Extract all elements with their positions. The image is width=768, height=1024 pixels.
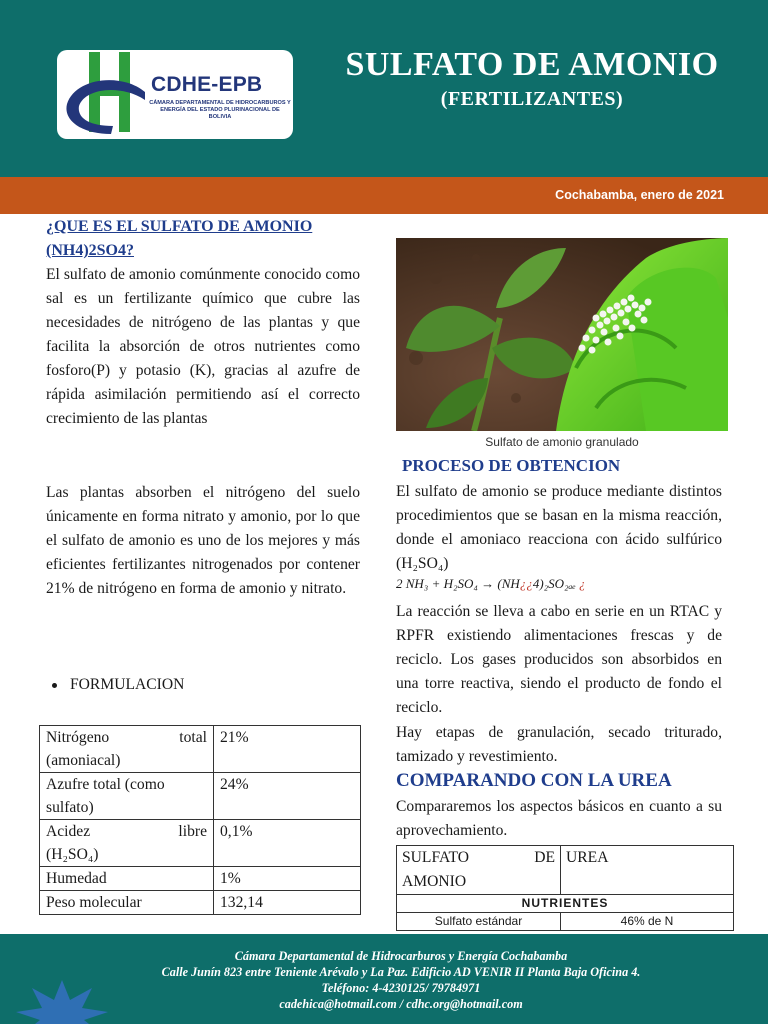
process-heading: PROCESO DE OBTENCION — [402, 456, 621, 475]
key-line2: (amoniacal) — [46, 752, 121, 769]
footer-address: Calle Junín 823 entre Teniente Arévalo y La Paz. Edificio AD VENIR II Planta Baja Oficina 4. — [161, 965, 641, 979]
formulation-key — [40, 820, 214, 867]
glove-plant-image-icon — [396, 238, 728, 431]
equation-error-mark: ¿ — [579, 576, 586, 591]
formulation-key: Humedad — [40, 867, 214, 891]
formulation-value: 21% — [214, 726, 361, 773]
table-row — [40, 867, 361, 891]
footer — [0, 934, 768, 1024]
page-title: SULFATO DE AMONIO — [345, 46, 719, 83]
logo-emblem-icon — [61, 52, 149, 137]
formulation-value: 0,1% — [214, 820, 361, 867]
comparison-paragraph: Compararemos los aspectos básicos en cuanto a su aprovechamiento. — [396, 798, 722, 839]
column-header — [397, 846, 561, 895]
key-part: Nitrógeno — [46, 729, 110, 746]
table-cell: Sulfato estándar — [397, 913, 561, 931]
header-part: DE — [534, 849, 555, 866]
header-banner — [0, 0, 768, 177]
formulation-table — [39, 725, 361, 915]
formulation-key: Peso molecular — [40, 891, 214, 915]
footer-phone: Teléfono: 4-4230125/ 79784971 — [321, 981, 481, 995]
table-row — [397, 913, 734, 931]
equation-main: 2 NH₃ + H₂SO₄ → (NH — [396, 576, 520, 591]
bullet-dot-icon — [52, 683, 57, 688]
header-line2: AMONIO — [402, 873, 467, 890]
key-line1: Azufre total (como — [46, 776, 165, 793]
formulation-value: 24% — [214, 773, 361, 820]
formulation-value: 132,14 — [214, 891, 361, 915]
formulation-key — [40, 773, 214, 820]
key-part: total — [179, 729, 207, 746]
key-line2: (H₂SO₄) — [46, 846, 99, 863]
photo-caption: Sulfato de amonio granulado — [485, 435, 639, 449]
key-part: libre — [178, 823, 207, 840]
table-row — [397, 846, 734, 895]
fertilizer-photo — [396, 238, 728, 431]
header-part: SULFATO — [402, 849, 470, 866]
equation-error-mark: ¿¿ — [519, 576, 533, 591]
table-row — [40, 820, 361, 867]
cdhe-logo — [57, 50, 293, 139]
formulation-bullet — [70, 676, 184, 694]
process-paragraph-3: Hay etapas de granulación, secado triturado, tamizado y revestimiento. — [396, 724, 722, 765]
process-paragraph-2: La reacción se lleva a cabo en serie en un RTAC y RPFR existiendo alimentaciones frescas y de reciclo. Los gases producidos son absorbidos en una torre reactiva, siendo el producto de fondo el reciclo. — [396, 603, 722, 716]
comparison-table — [396, 845, 734, 931]
date-band — [0, 177, 768, 214]
footer-org: Cámara Departamental de Hidrocarburos y Energía Cochabamba — [234, 949, 568, 963]
key-part: Acidez — [46, 823, 91, 840]
table-row — [40, 726, 361, 773]
reaction-equation — [396, 576, 722, 592]
logo-subtitle: CÁMARA DEPARTAMENTAL DE HIDROCARBUROS Y ENERGÍA DEL ESTADO PLURINACIONAL DE BOLIVIA — [149, 100, 291, 120]
intro-paragraph-1: El sulfato de amonio comúnmente conocido como sal es un fertilizante químico que cubre las necesidades de nitrógeno de las plantas y que facilita la absorción de otros nutrientes como fosforo(P) y potasio (K), gracias al azufre de rápida asimilación permitiendo así el correcto crecimiento de las plantas — [46, 266, 360, 427]
logo-name: CDHE-EPB — [151, 73, 263, 96]
intro-paragraph-2: Las plantas absorben el nitrógeno del suelo únicamente en forma nitrato y amonio, por lo que el sulfato de amonio es uno de los mejores y más eficientes fertilizantes nitrogenados por contener 21% de nitrógeno en forma de amonio y nitrato. — [46, 484, 360, 597]
section-row: NUTRIENTES — [397, 895, 734, 913]
table-cell: 46% de N — [561, 913, 734, 931]
formulation-value: 1% — [214, 867, 361, 891]
footer-email: cadehica@hotmail.com / cdhc.org@hotmail.com — [279, 997, 523, 1011]
formulation-key — [40, 726, 214, 773]
table-row — [40, 891, 361, 915]
intro-heading: ¿QUE ES EL SULFATO DE AMONIO (NH4)2SO4? — [46, 218, 313, 259]
footer-contact — [80, 948, 722, 1012]
process-paragraph-1: El sulfato de amonio se produce mediante distintos procedimientos que se basan en la misma reacción, donde el amoniaco reacciona con ácido sulfúrico (H₂SO₄) — [396, 483, 722, 572]
table-row — [397, 895, 734, 913]
page-subtitle: (FERTILIZANTES) — [440, 88, 624, 110]
table-row — [40, 773, 361, 820]
comparison-heading: COMPARANDO CON LA UREA — [396, 770, 672, 791]
formulation-label: FORMULACION — [70, 676, 185, 693]
equation-mid: 4)₂SO₂ₐₑ — [532, 576, 576, 591]
key-line2: sulfato) — [46, 799, 94, 816]
column-header: UREA — [561, 846, 734, 895]
date-text: Cochabamba, enero de 2021 — [555, 188, 724, 202]
